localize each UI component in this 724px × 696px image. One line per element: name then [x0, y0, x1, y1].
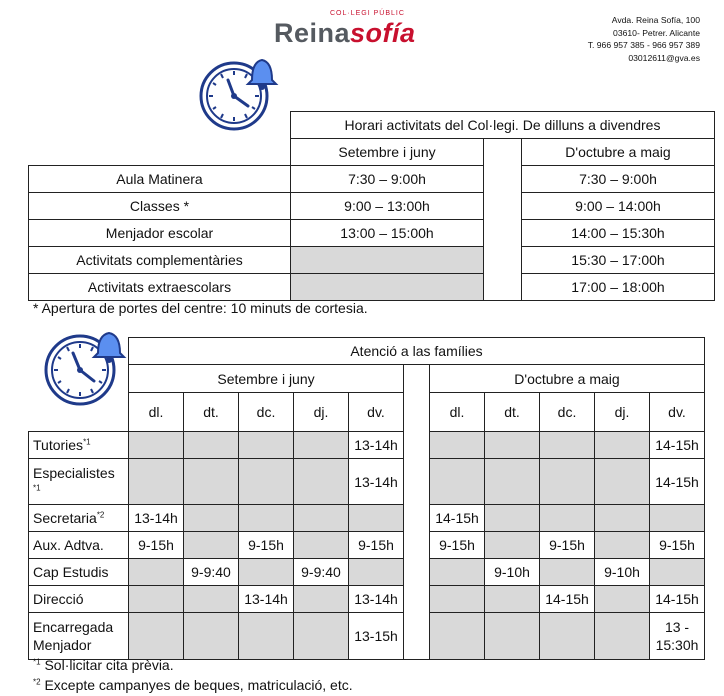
- family-table-title: Atenció a las famílies: [129, 338, 705, 365]
- family-attention-table: [28, 337, 705, 660]
- schedule-cell: [595, 459, 650, 505]
- schedule-cell: [129, 613, 184, 660]
- schedule-cell: 13-15h: [349, 613, 404, 660]
- opening-footnote: * Apertura de portes del centre: 10 minuts de cortesia.: [33, 300, 368, 316]
- school-address: Avda. Reina Sofía, 100 03610- Petrer. Alicante T. 966 957 385 - 966 957 389 03012611@gva.es: [587, 15, 700, 63]
- schedule-cell: [485, 532, 540, 559]
- table-row: Activitats complementàries 15:30 – 17:00h: [29, 247, 715, 274]
- schedule-cell: [294, 586, 349, 613]
- schedule-cell: [294, 505, 349, 532]
- schedule-cell: 14-15h: [650, 459, 705, 505]
- schedule-cell: [485, 459, 540, 505]
- schedule-cell: 9-15h: [349, 532, 404, 559]
- schedule-cell: [595, 532, 650, 559]
- schedule-cell: [540, 432, 595, 459]
- schedule-cell: [129, 432, 184, 459]
- day-header: dl.: [129, 393, 184, 432]
- day-header: dj.: [595, 393, 650, 432]
- table-row: [29, 586, 705, 613]
- schedule-cell: 13-14h: [349, 586, 404, 613]
- schedule-cell: [430, 613, 485, 660]
- schedule-cell: 9-15h: [239, 532, 294, 559]
- schedule-cell: [184, 505, 239, 532]
- schedule-cell: 9-10h: [595, 559, 650, 586]
- schedule-cell: 14-15h: [650, 432, 705, 459]
- schedule-cell: [294, 613, 349, 660]
- schedule-cell: [540, 459, 595, 505]
- schedule-cell: 14-15h: [540, 586, 595, 613]
- schedule-cell: [239, 459, 294, 505]
- schedule-cell: [430, 432, 485, 459]
- schedule-cell: [239, 559, 294, 586]
- table-row: [29, 559, 705, 586]
- footnote-appointment: $^{*1}$ Sol·licitar cita prèvia.: [33, 657, 174, 673]
- table-row: [29, 432, 705, 459]
- row-label: Tutories$^{*1}$: [29, 432, 129, 459]
- table-row: Activitats extraescolars 17:00 – 18:00h: [29, 274, 715, 301]
- schedule-cell: [294, 459, 349, 505]
- table-row: [29, 505, 705, 532]
- day-header: dj.: [294, 393, 349, 432]
- schedule-cell: [485, 613, 540, 660]
- table-row: Menjador escolar 13:00 – 15:00h 14:00 – 15:30h: [29, 220, 715, 247]
- school-logo: [272, 8, 432, 48]
- schedule-cell: [129, 459, 184, 505]
- schedule-cell: [239, 432, 294, 459]
- schedule-cell: [239, 613, 294, 660]
- row-label: Direcció: [29, 586, 129, 613]
- schedule-cell: 14-15h: [430, 505, 485, 532]
- schedule-cell: [184, 459, 239, 505]
- schedule-cell: [184, 432, 239, 459]
- schedule-cell: 9-15h: [540, 532, 595, 559]
- row-label: Secretaria$^{*2}$: [29, 505, 129, 532]
- day-header: dc.: [239, 393, 294, 432]
- day-header: dt.: [184, 393, 239, 432]
- schedule-cell: [430, 559, 485, 586]
- logo-wordmark: Reinasofía: [274, 18, 416, 48]
- schedule-cell: [294, 532, 349, 559]
- schedule-cell: [430, 459, 485, 505]
- schedule-cell: [349, 559, 404, 586]
- schedule-cell: 13-14h: [349, 459, 404, 505]
- schedule-cell: [595, 586, 650, 613]
- schedule-cell: [430, 586, 485, 613]
- column-header-sept-june: Setembre i juny: [129, 365, 404, 393]
- schedule-cell: [239, 505, 294, 532]
- day-header: dv.: [349, 393, 404, 432]
- schedule-cell: [485, 505, 540, 532]
- table-row: Classes * 9:00 – 13:00h 9:00 – 14:00h: [29, 193, 715, 220]
- schedule-cell: 13-14h: [239, 586, 294, 613]
- schedule-cell: [595, 505, 650, 532]
- schedule-cell: [294, 432, 349, 459]
- schedule-cell: 13-14h: [349, 432, 404, 459]
- schedule-cell: [650, 559, 705, 586]
- footnote-exceptions: $^{*2}$ Excepte campanyes de beques, matriculació, etc.: [33, 677, 353, 693]
- logo-subtitle: COL·LEGI PÚBLIC: [330, 10, 405, 17]
- row-label: Encarregada Menjador: [29, 613, 129, 660]
- column-header-sept-june: Setembre i juny: [291, 139, 484, 166]
- schedule-cell: [349, 505, 404, 532]
- schedule-cell: 13 - 15:30h: [650, 613, 705, 660]
- schedule-cell: [129, 586, 184, 613]
- schedule-cell: [485, 432, 540, 459]
- row-label: Especialistes $^{*1}$: [29, 459, 129, 505]
- row-label: Cap Estudis: [29, 559, 129, 586]
- table-row: [29, 459, 705, 505]
- schedule-cell: 14-15h: [650, 586, 705, 613]
- schedule-cell: 9-9:40: [294, 559, 349, 586]
- schedule-cell: 9-15h: [430, 532, 485, 559]
- schedule-cell: 9-10h: [485, 559, 540, 586]
- schedule-cell: 13-14h: [129, 505, 184, 532]
- schedule-cell: [595, 432, 650, 459]
- schedule-cell: [540, 613, 595, 660]
- table-row: [29, 532, 705, 559]
- schedule-cell: [184, 613, 239, 660]
- table-row: Aula Matinera 7:30 – 9:00h 7:30 – 9:00h: [29, 166, 715, 193]
- schedule-cell: [540, 559, 595, 586]
- day-header: dc.: [540, 393, 595, 432]
- schedule-cell: 9-15h: [650, 532, 705, 559]
- row-label: Aux. Adtva.: [29, 532, 129, 559]
- day-header: dl.: [430, 393, 485, 432]
- schedule-cell: [184, 532, 239, 559]
- schedule-cell: [129, 559, 184, 586]
- schedule-cell: [595, 613, 650, 660]
- schedule-cell: 9-9:40: [184, 559, 239, 586]
- schedule-cell: [650, 505, 705, 532]
- activities-table-title: Horari activitats del Col·legi. De dilluns a divendres: [291, 112, 715, 139]
- day-header: dt.: [485, 393, 540, 432]
- table-row: [29, 613, 705, 660]
- column-header-oct-may: D'octubre a maig: [522, 139, 715, 166]
- activities-schedule-table: [28, 111, 715, 301]
- schedule-cell: [540, 505, 595, 532]
- day-header: dv.: [650, 393, 705, 432]
- schedule-cell: [485, 586, 540, 613]
- schedule-cell: 9-15h: [129, 532, 184, 559]
- schedule-cell: [184, 586, 239, 613]
- column-header-oct-may: D'octubre a maig: [430, 365, 705, 393]
